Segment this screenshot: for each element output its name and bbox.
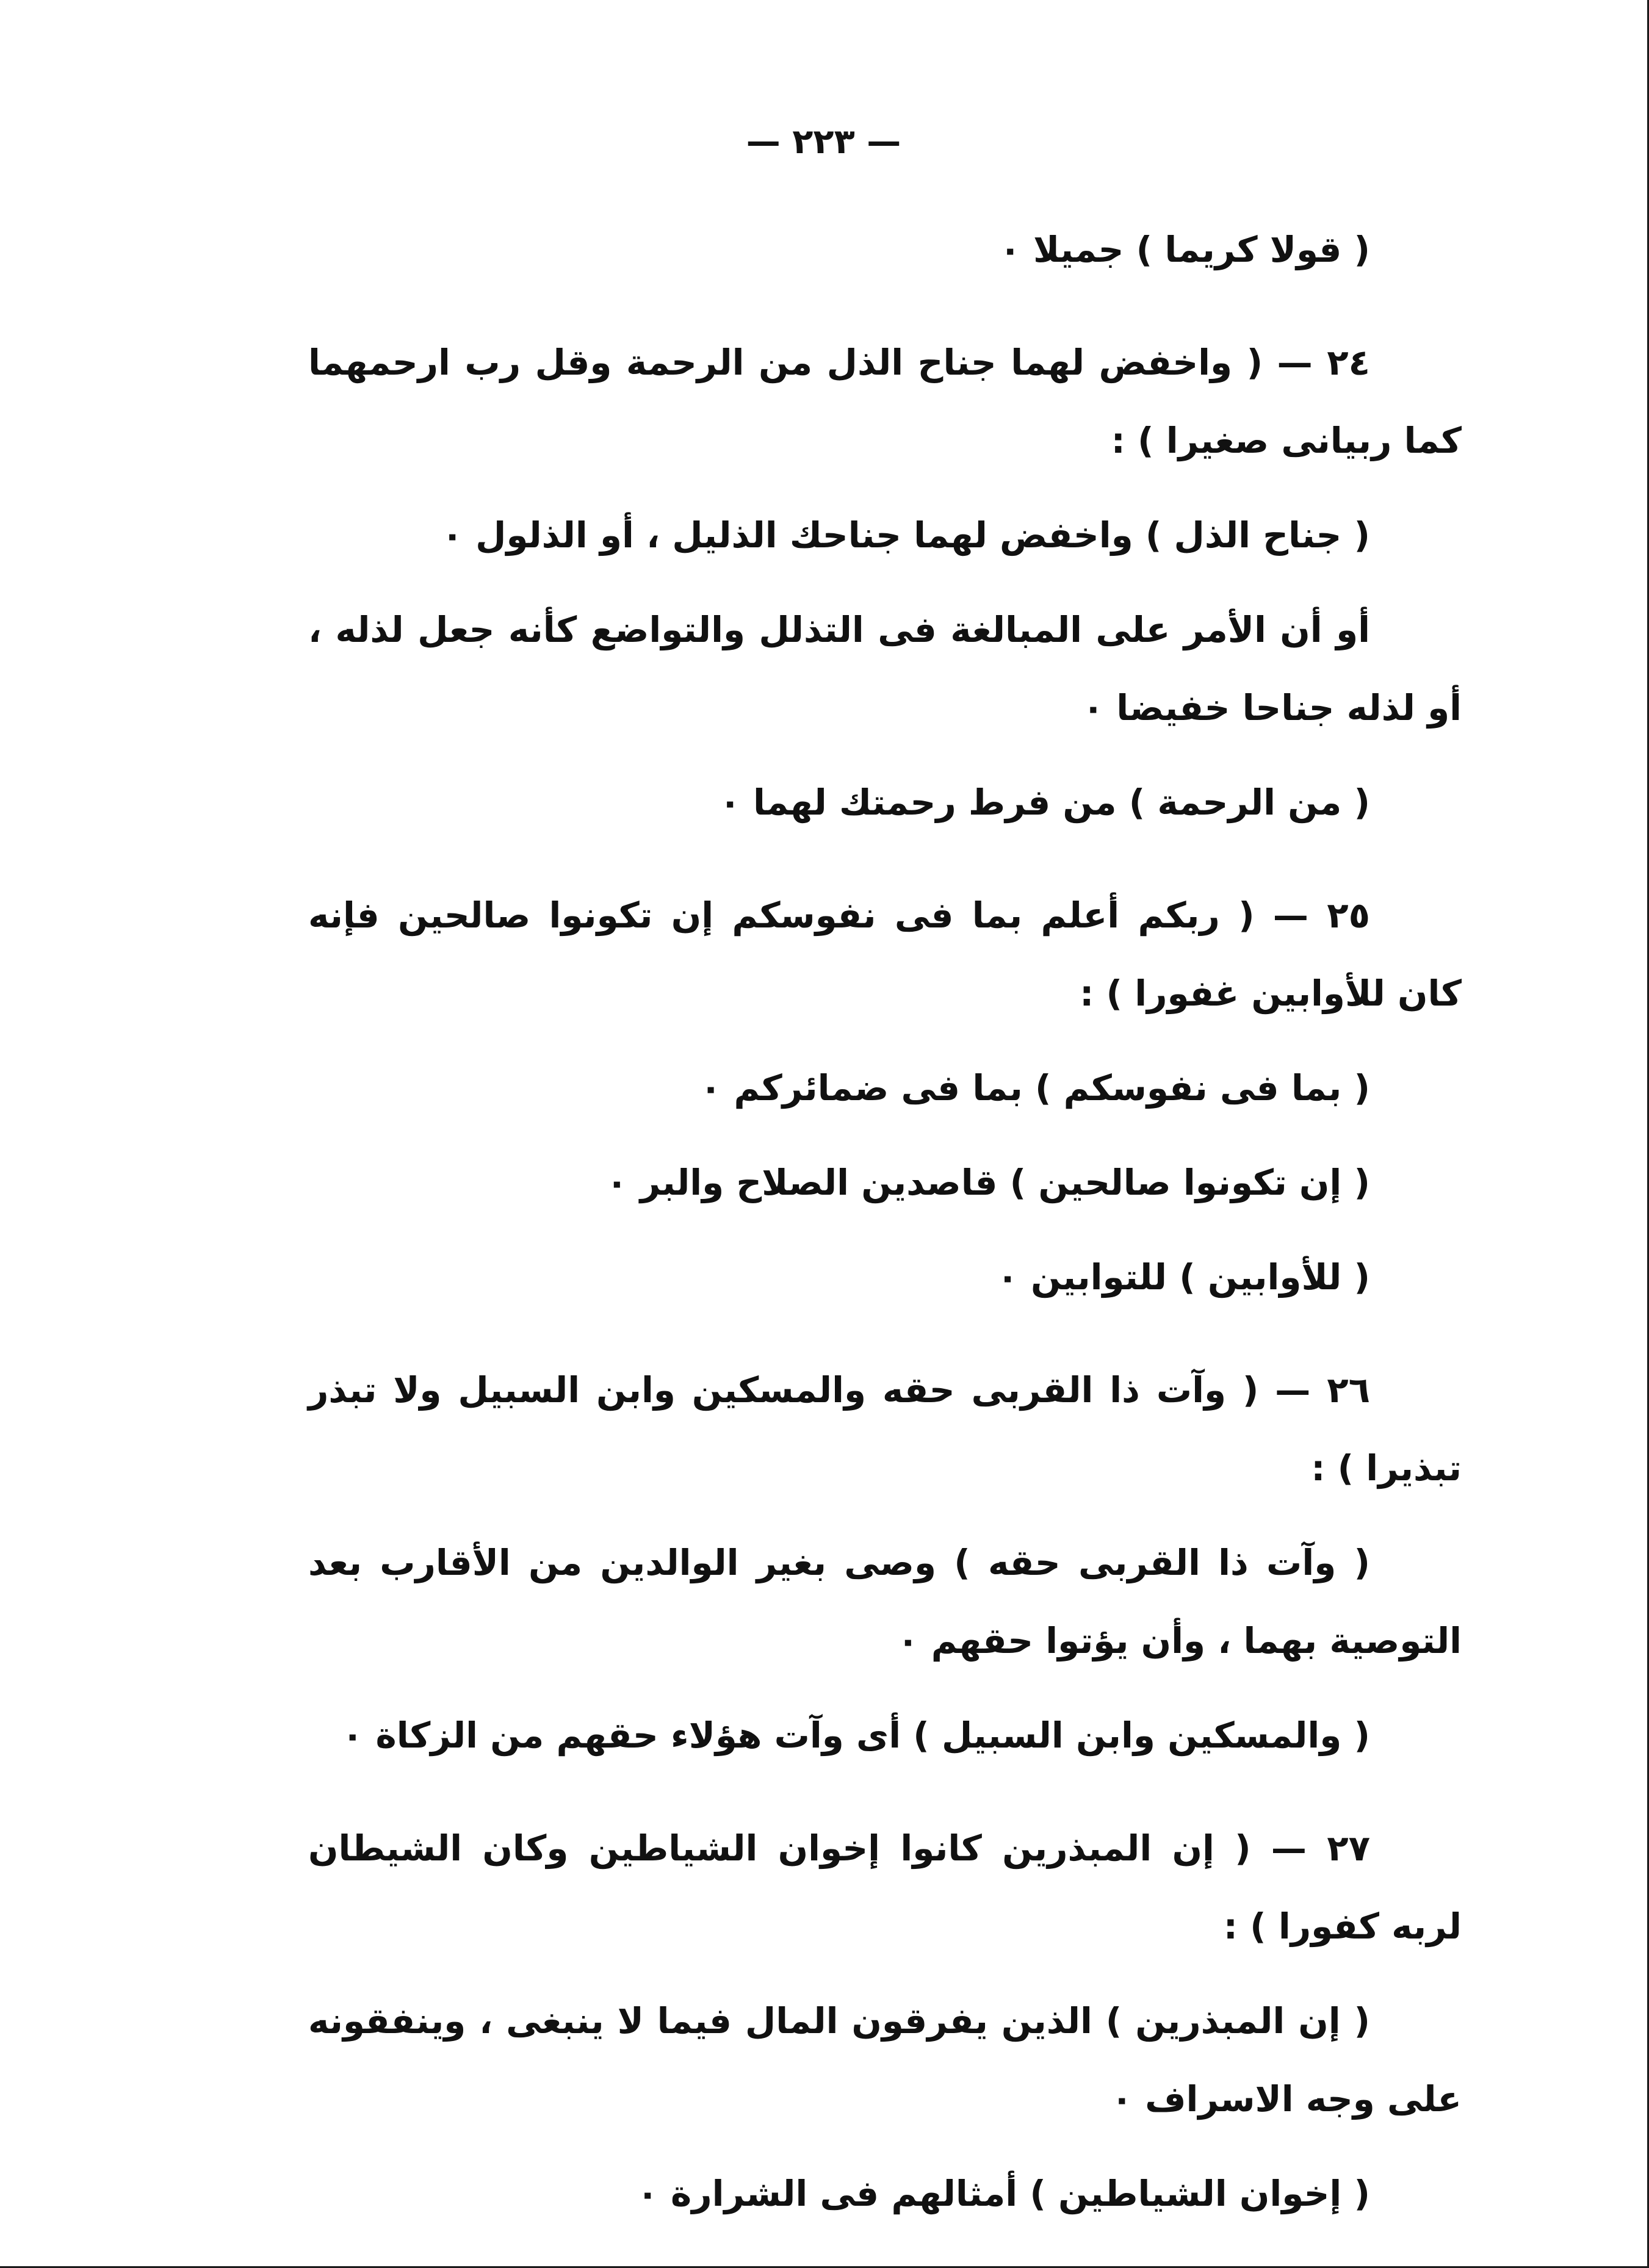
paragraph-9: ( للأوابين ) للتوابين ٠ bbox=[997, 1256, 1370, 1298]
paragraph-5: ( من الرحمة ) من فرط رحمتك لهما ٠ bbox=[719, 782, 1370, 823]
page-number: — ٢٢٣ — bbox=[746, 122, 901, 162]
paragraph-1: ( قولا كريما ) جميلا ٠ bbox=[999, 229, 1370, 270]
paragraph-gap bbox=[308, 1333, 1462, 1351]
paragraph-11: ( وآت ذا القربى حقه ) وصى بغير الوالدين من الأقارب بعد التوصية بهما ، وأن يؤتوا حقهم ٠ bbox=[308, 1542, 1462, 1661]
verse-26: ٢٦ — ( وآت ذا القربى حقه والمسكين وابن السبيل ولا تبذر تبذيرا ) : bbox=[308, 1369, 1462, 1489]
paragraph-15: ( إخوان الشياطين ) أمثالهم فى الشرارة ٠ bbox=[637, 2173, 1370, 2214]
paragraph-gap bbox=[308, 1791, 1462, 1809]
paragraph-7: ( بما فى نفوسكم ) بما فى ضمائركم ٠ bbox=[699, 1067, 1370, 1109]
paragraph-gap bbox=[308, 858, 1462, 876]
verse-25: ٢٥ — ( ربكم أعلم بما فى نفوسكم إن تكونوا صالحين فإنه كان للأوابين غفورا ) : bbox=[308, 895, 1462, 1014]
page-body bbox=[308, 211, 1462, 2249]
paragraph-8: ( إن تكونوا صالحين ) قاصدين الصلاح والبر ٠ bbox=[606, 1162, 1370, 1203]
paragraph-3: ( جناح الذل ) واخفض لهما جناحك الذليل ، أو الذلول ٠ bbox=[441, 514, 1370, 556]
verse-24: ٢٤ — ( واخفض لهما جناح الذل من الرحمة وقل رب ارحمهما كما ربيانى صغيرا ) : bbox=[308, 342, 1462, 461]
verse-27: ٢٧ — ( إن المبذرين كانوا إخوان الشياطين وكان الشيطان لربه كفورا ) : bbox=[308, 1827, 1462, 1947]
paragraph-gap bbox=[308, 305, 1462, 323]
paragraph-4: أو أن الأمر على المبالغة فى التذلل والتواضع كأنه جعل لذله ، أو لذله جناحا خفيضا ٠ bbox=[308, 609, 1462, 729]
paragraph-14: ( إن المبذرين ) الذين يفرقون المال فيما لا ينبغى ، وينفقونه على وجه الاسراف ٠ bbox=[308, 2000, 1462, 2120]
paragraph-12: ( والمسكين وابن السبيل ) أى وآت هؤلاء حقهم من الزكاة ٠ bbox=[341, 1715, 1370, 1756]
